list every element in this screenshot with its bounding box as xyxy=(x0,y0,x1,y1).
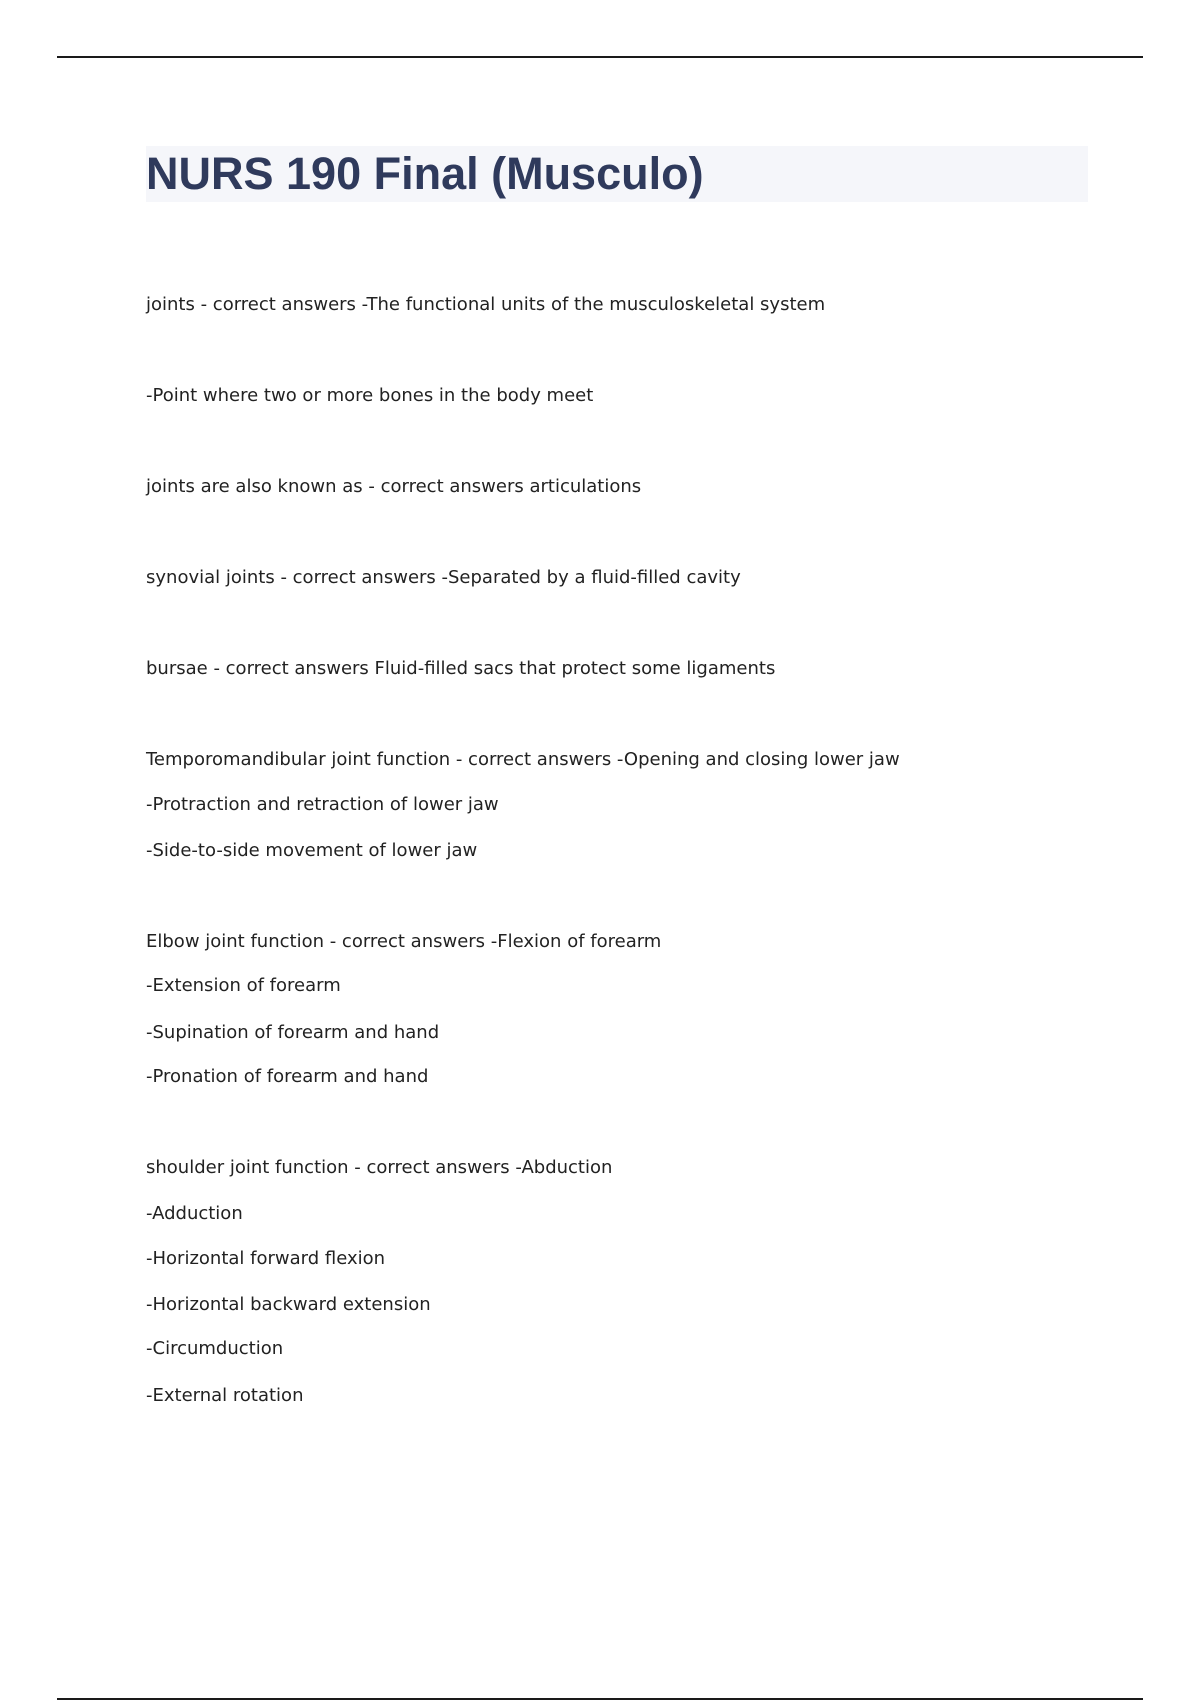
answer-line: -Circumduction xyxy=(146,1338,284,1359)
answer-line: -External rotation xyxy=(146,1385,304,1406)
answer-line: joints are also known as - correct answers articulations xyxy=(146,476,642,497)
top-divider xyxy=(57,56,1143,58)
answer-line: bursae - correct answers Fluid-filled sacs that protect some ligaments xyxy=(146,658,776,679)
document-title: NURS 190 Final (Musculo) xyxy=(146,148,704,199)
answer-line: -Adduction xyxy=(146,1203,243,1224)
answer-line: synovial joints - correct answers -Separated by a fluid-filled cavity xyxy=(146,567,741,588)
answer-line: Elbow joint function - correct answers -Flexion of forearm xyxy=(146,931,662,952)
answer-line: -Pronation of forearm and hand xyxy=(146,1066,429,1087)
answer-line: Temporomandibular joint function - correct answers -Opening and closing lower jaw xyxy=(146,749,900,770)
answer-line: -Extension of forearm xyxy=(146,975,341,996)
answer-line: -Protraction and retraction of lower jaw xyxy=(146,794,499,815)
answer-line: -Supination of forearm and hand xyxy=(146,1022,440,1043)
answer-line: -Horizontal forward flexion xyxy=(146,1248,386,1269)
answer-line: shoulder joint function - correct answers -Abduction xyxy=(146,1157,613,1178)
answer-line: -Side-to-side movement of lower jaw xyxy=(146,840,478,861)
answer-line: joints - correct answers -The functional units of the musculoskeletal system xyxy=(146,294,826,315)
answer-line: -Horizontal backward extension xyxy=(146,1294,431,1315)
answer-line: -Point where two or more bones in the body meet xyxy=(146,385,594,406)
